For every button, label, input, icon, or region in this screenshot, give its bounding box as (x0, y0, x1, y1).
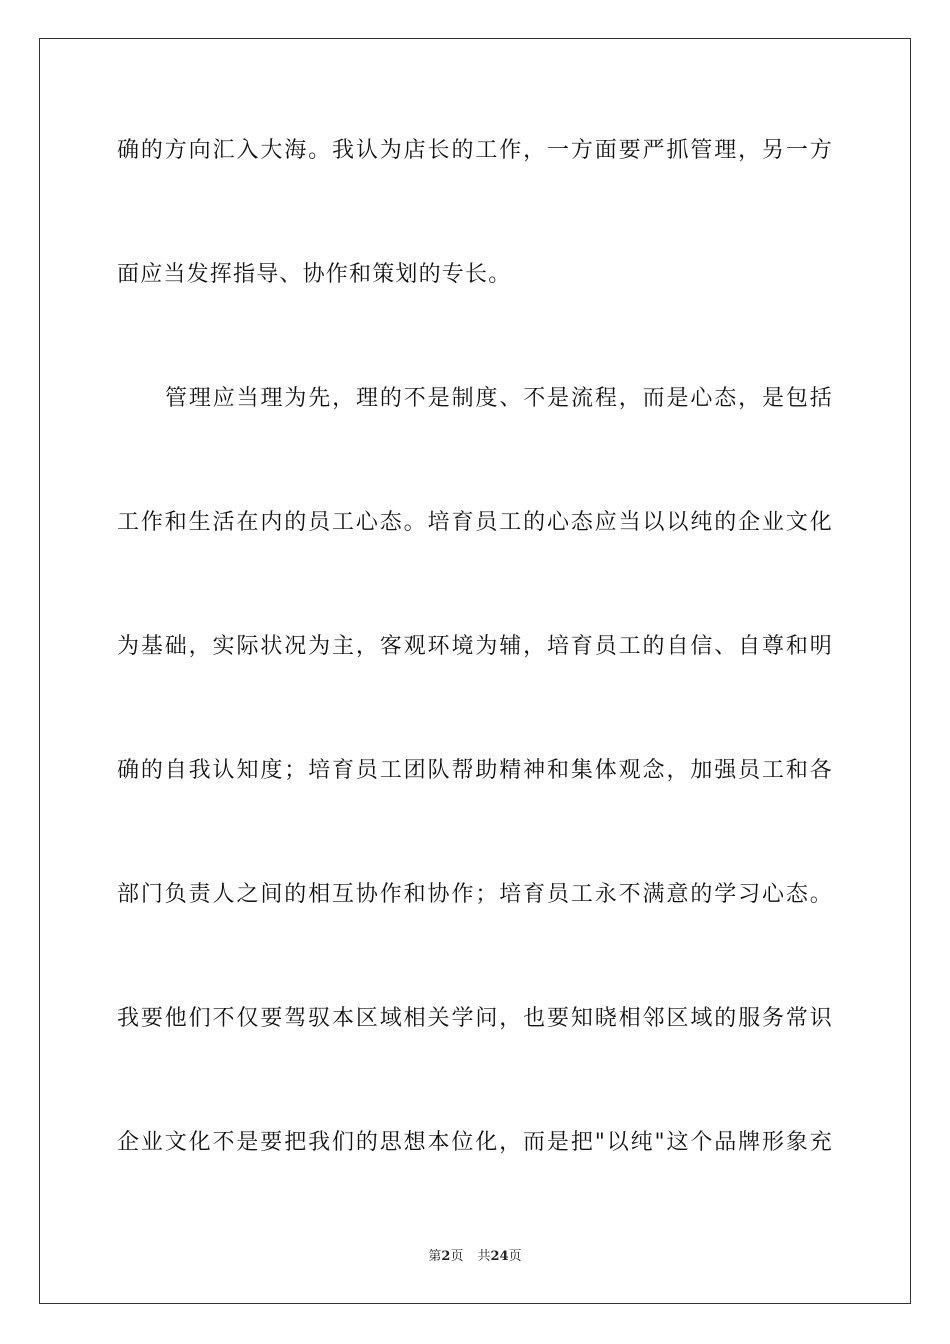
paragraph-line-2: 面应当发挥指导、协作和策划的专长。 (117, 262, 512, 287)
paragraph-line-4: 工作和生活在内的员工心态。培育员工的心态应当以以纯的企业文化 (117, 510, 833, 535)
page-border (39, 38, 911, 1304)
total-pages: 24 (490, 1249, 509, 1264)
paragraph-line-6: 确的自我认知度；培育员工团队帮助精神和集体观念，加强员工和各 (117, 758, 833, 783)
page-footer (0, 1248, 950, 1266)
paragraph-line-3: 管理应当理为先，理的不是制度、不是流程，而是心态，是包括 (165, 386, 833, 411)
page-prefix: 第 (428, 1249, 442, 1264)
paragraph-line-7: 部门负责人之间的相互协作和协作；培育员工永不满意的学习心态。 (117, 882, 833, 907)
page-suffix: 页 (450, 1249, 464, 1264)
total-prefix: 共 (477, 1249, 491, 1264)
total-suffix: 页 (508, 1249, 522, 1264)
paragraph-line-8: 我要他们不仅要驾驭本区域相关学问，也要知晓相邻区域的服务常识 (117, 1006, 833, 1031)
paragraph-line-1: 确的方向汇入大海。我认为店长的工作，一方面要严抓管理，另一方 (117, 138, 833, 163)
page-number: 2 (441, 1249, 451, 1264)
paragraph-line-5: 为基础，实际状况为主，客观环境为辅，培育员工的自信、自尊和明 (117, 634, 833, 659)
paragraph-line-9: 企业文化不是要把我们的思想本位化，而是把"以纯"这个品牌形象充 (117, 1130, 833, 1155)
